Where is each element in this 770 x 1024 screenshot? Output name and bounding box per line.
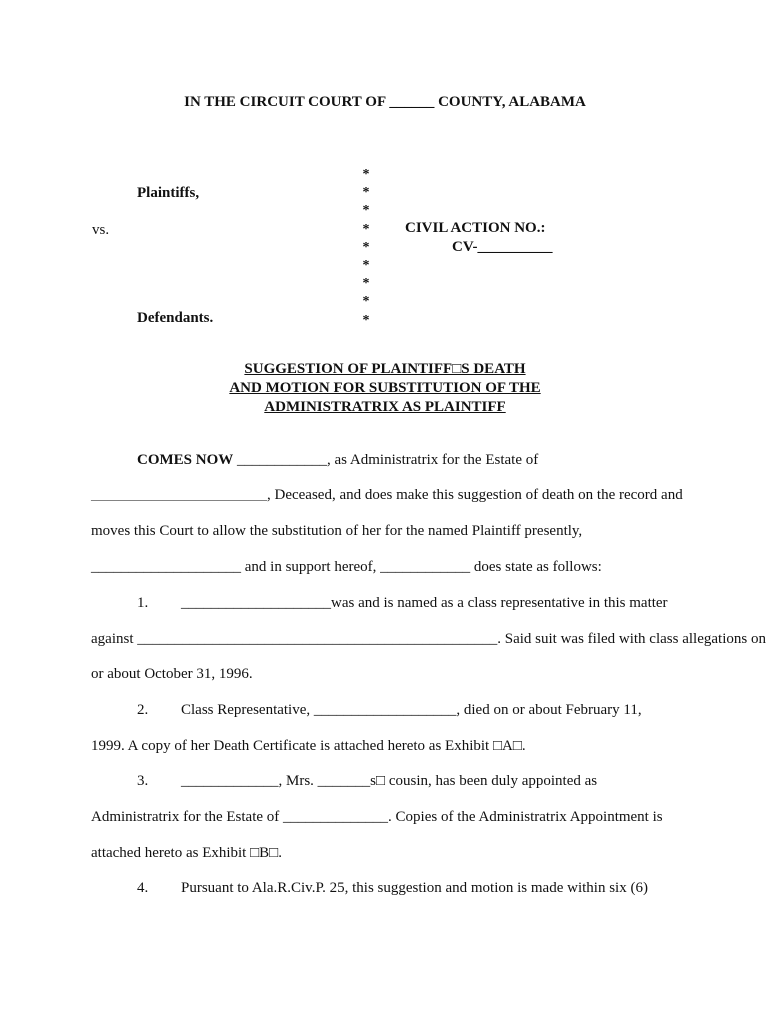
- paragraph-2-first-line: Class Representative, ___________________, died on or about February 11,: [181, 702, 642, 718]
- separator-star: *: [362, 258, 370, 274]
- paragraph-1-line-text: against ________________________________________________. Said suit was filed with class allegations on: [91, 631, 766, 647]
- defendants-label: Defendants.: [137, 310, 214, 326]
- paragraph-number: 3.: [137, 773, 149, 789]
- separator-star: *: [362, 294, 370, 310]
- paragraph-number: 4.: [137, 880, 149, 896]
- separator-star: *: [362, 167, 370, 182]
- separator-star: *: [362, 276, 370, 292]
- separator-star: *: [362, 239, 370, 255]
- versus-label: vs.: [92, 222, 110, 238]
- separator-star: *: [362, 221, 370, 237]
- paragraph-1-line: [91, 631, 766, 648]
- document-title-line-2: AND MOTION FOR SUBSTITUTION OF THE: [229, 380, 541, 396]
- plaintiffs-label: Plaintiffs,: [137, 185, 200, 201]
- intro-line-2-text: , Deceased, and does make this suggestion of death on the record and: [267, 487, 683, 503]
- separator-star: *: [362, 312, 370, 328]
- paragraph-2-line: 1999. A copy of her Death Certificate is attached hereto as Exhibit □A□.: [91, 738, 526, 754]
- caption-separator: [360, 166, 372, 330]
- paragraph-number: 1.: [137, 595, 149, 611]
- intro-line-1-text: ____________, as Administratrix for the Estate of: [233, 452, 539, 468]
- paragraph-3-line: attached hereto as Exhibit □B□.: [91, 845, 282, 861]
- document-title-line-1: SUGGESTION OF PLAINTIFF□S DEATH: [244, 361, 526, 377]
- case-number: CV-__________: [452, 239, 553, 255]
- paragraph-4-first-line: Pursuant to Ala.R.Civ.P. 25, this suggestion and motion is made within six (6): [181, 880, 648, 896]
- intro-line-4: ____________________ and in support hereof, ____________ does state as follows:: [91, 559, 602, 575]
- intro-line-2: [91, 487, 683, 504]
- separator-star: *: [362, 203, 370, 219]
- intro-line-1: [137, 452, 538, 469]
- paragraph-3-first-line: _____________, Mrs. _______s□ cousin, has been duly appointed as: [181, 773, 598, 789]
- decedent-blank: ________________________________: [91, 490, 267, 502]
- paragraph-number: 2.: [137, 702, 149, 718]
- civil-action-label: CIVIL ACTION NO.:: [405, 220, 546, 236]
- document-title-line-3: ADMINISTRATRIX AS PLAINTIFF: [264, 399, 506, 415]
- intro-line-3: moves this Court to allow the substitution of her for the named Plaintiff presently,: [91, 523, 583, 539]
- comes-now-label: COMES NOW: [137, 452, 234, 468]
- paragraph-3-line: Administratrix for the Estate of ______________. Copies of the Administratrix Appointment is: [91, 809, 663, 825]
- paragraph-1-line: or about October 31, 1996.: [91, 666, 253, 682]
- separator-star: *: [362, 185, 370, 201]
- court-heading: IN THE CIRCUIT COURT OF ______ COUNTY, ALABAMA: [184, 94, 586, 110]
- paragraph-1-first-line: ____________________was and is named as a class representative in this matter: [181, 595, 668, 611]
